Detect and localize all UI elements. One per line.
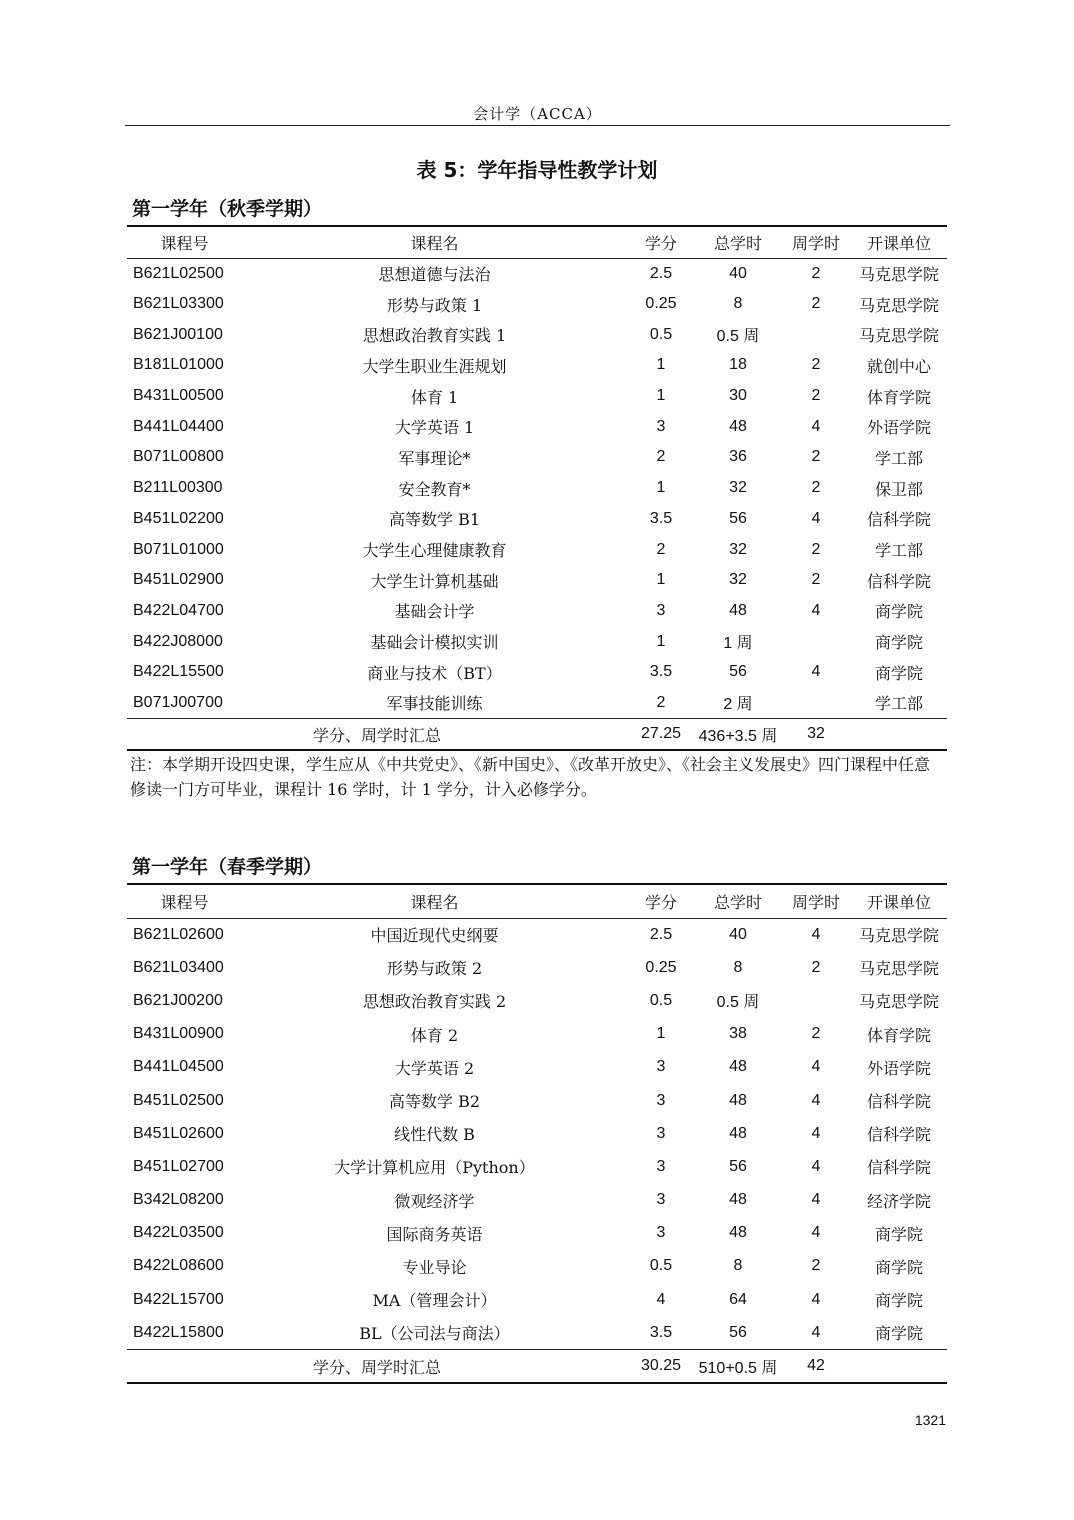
credits: 2 — [656, 693, 666, 711]
col-header-code: 课程号 — [127, 884, 242, 918]
total-hours: 0.5 周 — [716, 994, 760, 1012]
course-name: 专业导论 — [402, 1257, 467, 1277]
course-code: B342L08200 — [133, 1191, 224, 1209]
course-name: 大学计算机应用（Python） — [334, 1158, 535, 1178]
course-name: 形势与政策 2 — [386, 959, 483, 979]
table-row — [127, 504, 947, 535]
weekly-hours: 2 — [811, 295, 821, 313]
table-row — [127, 1084, 947, 1117]
department: 商学院 — [874, 1324, 923, 1344]
table-row — [127, 289, 947, 320]
col-header-credits: 学分 — [627, 226, 695, 258]
course-code: B071J00700 — [133, 693, 223, 711]
course-code: B441L04400 — [133, 417, 224, 435]
course-code: B422L03500 — [133, 1224, 224, 1242]
credits: 2.5 — [649, 925, 673, 943]
department: 体育学院 — [866, 387, 931, 407]
weekly-hours: 2 — [811, 387, 821, 405]
weekly-hours: 2 — [811, 958, 821, 976]
header-rule — [125, 125, 950, 126]
course-name: 军事技能训练 — [386, 694, 483, 714]
summary-total-hours: 510+0.5 周 — [695, 1349, 781, 1383]
table-row — [127, 1250, 947, 1283]
weekly-hours: 2 — [811, 448, 821, 466]
weekly-hours: 4 — [811, 601, 821, 619]
table-row — [127, 350, 947, 381]
credits: 3.5 — [649, 663, 673, 681]
course-name: 安全教育* — [398, 479, 471, 499]
course-name: 大学英语 1 — [394, 418, 475, 438]
department: 马克思学院 — [858, 992, 939, 1012]
col-header-weekly-hours: 周学时 — [781, 884, 851, 918]
credits: 3 — [656, 1124, 666, 1142]
table-row — [127, 258, 947, 289]
department: 保卫部 — [874, 479, 923, 499]
total-hours: 2 周 — [723, 696, 753, 714]
weekly-hours: 4 — [811, 1124, 821, 1142]
total-hours: 0.5 周 — [716, 328, 760, 346]
course-name: 思想政治教育实践 1 — [362, 326, 507, 346]
summary-label: 学分、周学时汇总 — [127, 1349, 627, 1383]
course-name: 基础会计模拟实训 — [370, 633, 499, 653]
page-number: 1321 — [914, 1412, 946, 1428]
credits: 1 — [656, 1025, 666, 1043]
table-row — [127, 1184, 947, 1217]
total-hours: 30 — [729, 387, 747, 405]
total-hours: 1 周 — [723, 635, 753, 653]
total-hours: 38 — [729, 1025, 747, 1043]
total-hours: 18 — [729, 356, 747, 374]
total-hours: 56 — [729, 663, 747, 681]
table-row — [127, 319, 947, 350]
weekly-hours — [781, 319, 851, 350]
course-name: 体育 2 — [410, 1025, 459, 1045]
weekly-hours: 2 — [811, 356, 821, 374]
department: 商学院 — [874, 1224, 923, 1244]
section-title-autumn: 第一学年（秋季学期） — [132, 198, 323, 220]
course-code: B422L15800 — [133, 1323, 224, 1341]
col-header-total-hours: 总学时 — [695, 884, 781, 918]
department: 马克思学院 — [858, 326, 939, 346]
table-row — [127, 688, 947, 719]
course-code: B071L00800 — [133, 448, 224, 466]
department: 信科学院 — [866, 571, 931, 591]
credits: 1 — [656, 479, 666, 497]
course-code: B621L03300 — [133, 295, 224, 313]
table-row — [127, 442, 947, 473]
col-header-weekly-hours: 周学时 — [781, 226, 851, 258]
department: 外语学院 — [866, 418, 931, 438]
course-code: B422L08600 — [133, 1257, 224, 1275]
total-hours: 56 — [729, 1157, 747, 1175]
col-header-department: 开课单位 — [851, 884, 947, 918]
weekly-hours: 4 — [811, 663, 821, 681]
department: 信科学院 — [866, 1092, 931, 1112]
department: 商学院 — [874, 602, 923, 622]
summary-weekly-hours: 42 — [781, 1349, 851, 1383]
course-code: B621L03400 — [133, 958, 224, 976]
course-code: B211L00300 — [133, 479, 223, 497]
department: 马克思学院 — [858, 926, 939, 946]
department: 体育学院 — [866, 1025, 931, 1045]
total-hours: 48 — [729, 1191, 747, 1209]
course-code: B431L00900 — [133, 1025, 224, 1043]
table-header-row — [127, 884, 947, 918]
summary-empty — [851, 718, 947, 750]
table-row — [127, 1018, 947, 1051]
course-name: 高等数学 B1 — [388, 510, 481, 530]
course-code: B451L02600 — [133, 1124, 224, 1142]
credits: 3 — [656, 1191, 666, 1209]
credits: 2 — [656, 448, 666, 466]
course-code: B621J00100 — [133, 325, 223, 343]
weekly-hours: 4 — [811, 417, 821, 435]
col-header-total-hours: 总学时 — [695, 226, 781, 258]
course-code: B071L01000 — [133, 540, 224, 558]
table-row — [127, 1283, 947, 1316]
col-header-name: 课程名 — [242, 226, 627, 258]
spring-course-table — [127, 883, 947, 1384]
course-code: B451L02900 — [133, 571, 224, 589]
credits: 1 — [656, 356, 666, 374]
course-code: B422J08000 — [133, 632, 223, 650]
course-code: B422L15500 — [133, 663, 224, 681]
course-name: 商业与技术（BT） — [367, 663, 502, 683]
table-row — [127, 1217, 947, 1250]
credits: 0.5 — [649, 1257, 673, 1275]
weekly-hours: 2 — [811, 571, 821, 589]
department: 马克思学院 — [858, 295, 939, 315]
credits: 3.5 — [649, 1323, 673, 1341]
course-name: 国际商务英语 — [386, 1224, 483, 1244]
table-row — [127, 473, 947, 504]
course-code: B451L02700 — [133, 1157, 224, 1175]
course-name: 大学生计算机基础 — [370, 571, 499, 591]
summary-label: 学分、周学时汇总 — [127, 718, 627, 750]
credits: 1 — [656, 571, 666, 589]
total-hours: 32 — [729, 571, 747, 589]
credits: 3.5 — [649, 509, 673, 527]
running-header: 会计学（ACCA） — [473, 105, 602, 123]
table-row — [127, 381, 947, 412]
autumn-table-body — [127, 258, 947, 718]
total-hours: 48 — [729, 417, 747, 435]
weekly-hours: 4 — [811, 1323, 821, 1341]
department: 商学院 — [874, 1291, 923, 1311]
course-name: BL（公司法与商法） — [359, 1324, 510, 1344]
credits: 1 — [656, 632, 666, 650]
total-hours: 48 — [729, 1091, 747, 1109]
credits: 3 — [656, 1091, 666, 1109]
total-hours: 48 — [729, 1224, 747, 1242]
credits: 3 — [656, 1157, 666, 1175]
col-header-code: 课程号 — [127, 226, 242, 258]
course-name: 基础会计学 — [394, 602, 475, 622]
course-code: B621L02500 — [133, 264, 224, 282]
total-hours: 8 — [733, 1257, 743, 1275]
col-header-credits: 学分 — [627, 884, 695, 918]
department: 商学院 — [874, 633, 923, 653]
credits: 3 — [656, 1224, 666, 1242]
department: 就创中心 — [866, 356, 931, 376]
table-row — [127, 1316, 947, 1349]
total-hours: 40 — [729, 264, 747, 282]
credits: 1 — [656, 387, 666, 405]
table-row — [127, 534, 947, 565]
course-code: B451L02500 — [133, 1091, 224, 1109]
weekly-hours: 4 — [811, 1290, 821, 1308]
summary-row — [127, 1349, 947, 1383]
credits: 3 — [656, 1058, 666, 1076]
weekly-hours: 2 — [811, 479, 821, 497]
table-row — [127, 1051, 947, 1084]
course-code: B451L02200 — [133, 509, 224, 527]
col-header-department: 开课单位 — [851, 226, 947, 258]
weekly-hours: 2 — [811, 540, 821, 558]
course-name: 军事理论* — [398, 448, 471, 468]
department: 信科学院 — [866, 1125, 931, 1145]
credits: 3 — [656, 601, 666, 619]
weekly-hours: 4 — [811, 509, 821, 527]
course-code: B422L15700 — [133, 1290, 224, 1308]
weekly-hours: 4 — [811, 1058, 821, 1076]
department: 学工部 — [874, 694, 923, 714]
total-hours: 8 — [733, 295, 743, 313]
summary-row — [127, 718, 947, 750]
department: 外语学院 — [866, 1058, 931, 1078]
credits: 4 — [656, 1290, 666, 1308]
department: 马克思学院 — [858, 959, 939, 979]
credits: 3 — [656, 417, 666, 435]
table-row — [127, 918, 947, 951]
department: 商学院 — [874, 1257, 923, 1277]
course-code: B621L02600 — [133, 925, 224, 943]
weekly-hours — [781, 626, 851, 657]
table-row — [127, 984, 947, 1017]
course-name: 思想政治教育实践 2 — [362, 992, 507, 1012]
credits: 2 — [656, 540, 666, 558]
total-hours: 56 — [729, 509, 747, 527]
total-hours: 48 — [729, 601, 747, 619]
autumn-course-table — [127, 225, 947, 751]
weekly-hours: 4 — [811, 925, 821, 943]
table-row — [127, 411, 947, 442]
course-name: 大学生职业生涯规划 — [362, 356, 507, 376]
course-name: 大学生心理健康教育 — [362, 541, 507, 561]
weekly-hours: 2 — [811, 264, 821, 282]
total-hours: 56 — [729, 1323, 747, 1341]
table-row — [127, 626, 947, 657]
course-code: B441L04500 — [133, 1058, 224, 1076]
total-hours: 64 — [729, 1290, 747, 1308]
weekly-hours: 4 — [811, 1157, 821, 1175]
department: 学工部 — [874, 541, 923, 561]
weekly-hours: 4 — [811, 1091, 821, 1109]
total-hours: 48 — [729, 1058, 747, 1076]
table-header-row — [127, 226, 947, 258]
total-hours: 8 — [733, 958, 743, 976]
department: 信科学院 — [866, 1158, 931, 1178]
total-hours: 40 — [729, 925, 747, 943]
summary-weekly-hours: 32 — [781, 718, 851, 750]
department: 商学院 — [874, 663, 923, 683]
course-name: 形势与政策 1 — [386, 295, 483, 315]
table-row — [127, 657, 947, 688]
table-row — [127, 1150, 947, 1183]
course-name: 大学英语 2 — [394, 1058, 475, 1078]
course-code: B431L00500 — [133, 387, 224, 405]
summary-empty — [851, 1349, 947, 1383]
total-hours: 36 — [729, 448, 747, 466]
course-code: B422L04700 — [133, 601, 224, 619]
course-name: 高等数学 B2 — [388, 1092, 481, 1112]
course-name: 体育 1 — [410, 387, 459, 407]
spring-table-body — [127, 918, 947, 1349]
weekly-hours: 4 — [811, 1191, 821, 1209]
summary-credits: 27.25 — [627, 718, 695, 750]
total-hours: 32 — [729, 479, 747, 497]
weekly-hours — [781, 688, 851, 719]
col-header-name: 课程名 — [242, 884, 627, 918]
weekly-hours: 4 — [811, 1224, 821, 1242]
table-row — [127, 565, 947, 596]
total-hours: 32 — [729, 540, 747, 558]
department: 信科学院 — [866, 510, 931, 530]
table-row — [127, 951, 947, 984]
course-name: 中国近现代史纲要 — [370, 926, 499, 946]
department: 经济学院 — [866, 1191, 931, 1211]
table-title: 表 5：学年指导性教学计划 — [416, 158, 658, 182]
total-hours: 48 — [729, 1124, 747, 1142]
credits: 0.25 — [645, 295, 677, 313]
summary-credits: 30.25 — [627, 1349, 695, 1383]
table-row — [127, 1117, 947, 1150]
credits: 0.25 — [645, 958, 677, 976]
credits: 0.5 — [649, 991, 673, 1009]
course-name: 线性代数 B — [394, 1125, 475, 1145]
credits: 0.5 — [649, 325, 673, 343]
course-name: 思想道德与法治 — [378, 265, 491, 285]
weekly-hours — [781, 984, 851, 1017]
summary-total-hours: 436+3.5 周 — [695, 718, 781, 750]
course-code: B181L01000 — [133, 356, 224, 374]
weekly-hours: 2 — [811, 1025, 821, 1043]
credits: 2.5 — [649, 264, 673, 282]
table-row — [127, 596, 947, 627]
section-title-spring: 第一学年（春季学期） — [132, 856, 323, 878]
course-name: 微观经济学 — [394, 1191, 475, 1211]
department: 马克思学院 — [858, 265, 939, 285]
course-code: B621J00200 — [133, 991, 223, 1009]
department: 学工部 — [874, 448, 923, 468]
weekly-hours: 2 — [811, 1257, 821, 1275]
autumn-note: 注：本学期开设四史课，学生应从《中共党史》、《新中国史》、《改革开放史》、《社会主义发展史》四门课程中任意修读一门方可毕业，课程计 16 学时，计 1 学分，计入必修学分。 — [130, 755, 931, 799]
course-name: MA（管理会计） — [372, 1291, 497, 1311]
